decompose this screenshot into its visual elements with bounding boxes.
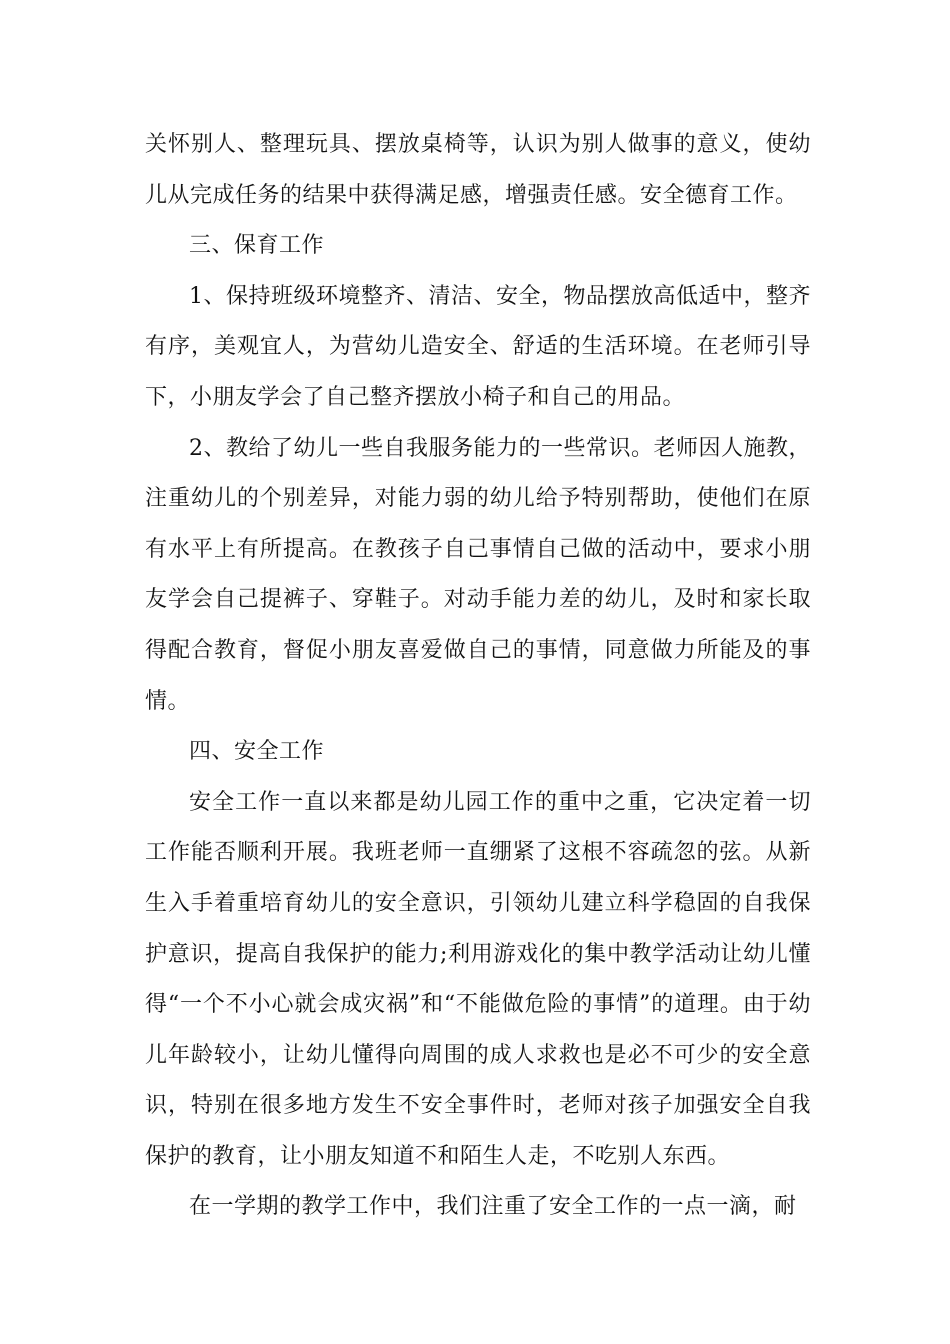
paragraph-safety: 安全工作一直以来都是幼儿园工作的重中之重，它决定着一切工作能否顺利开展。我班老师一直绷紧了这根不容疏忽的弦。从新生入手着重培育幼儿的安全意识，引领幼儿建立科学稳固的自我保护意识，提高自我保护的能力;利用游戏化的集中教学活动让幼儿懂得“一个不小心就会成灾祸”和“不能做危险的事情”的道理。由于幼儿年龄较小，让幼儿懂得向周围的成人求救也是必不可少的安全意识，特别在很多地方发生不安全事件时，老师对孩子加强安全自我保护的教育，让小朋友知道不和陌生人走，不吃别人东西。 [145,789,811,1169]
paragraph-childcare-2: 2、教给了幼儿一些自我服务能力的一些常识。老师因人施教，注重幼儿的个别差异，对能力弱的幼儿给予特别帮助，使他们在原有水平上有所提高。在教孩子自己事情自己做的活动中，要求小朋友学会自己提裤子、穿鞋子。对动手能力差的幼儿，及时和家长取得配合教育，督促小朋友喜爱做自己的事情，同意做力所能及的事情。 [145,435,811,714]
paragraph-care-others: 关怀别人、整理玩具、摆放桌椅等，认识为别人做事的意义，使幼儿从完成任务的结果中获得满足感，增强责任感。安全德育工作。 [145,132,811,208]
document-body [145,120,811,1233]
heading-childcare-work: 三、保育工作 [189,233,325,259]
paragraph-semester-summary: 在一学期的教学工作中，我们注重了安全工作的一点一滴，耐 [189,1194,797,1220]
heading-safety-work: 四、安全工作 [189,739,325,765]
paragraph-childcare-1: 1、保持班级环境整齐、清洁、安全，物品摆放高低适中，整齐有序，美观宜人，为营幼儿造安全、舒适的生活环境。在老师引导下，小朋友学会了自己整齐摆放小椅子和自己的用品。 [145,283,811,410]
